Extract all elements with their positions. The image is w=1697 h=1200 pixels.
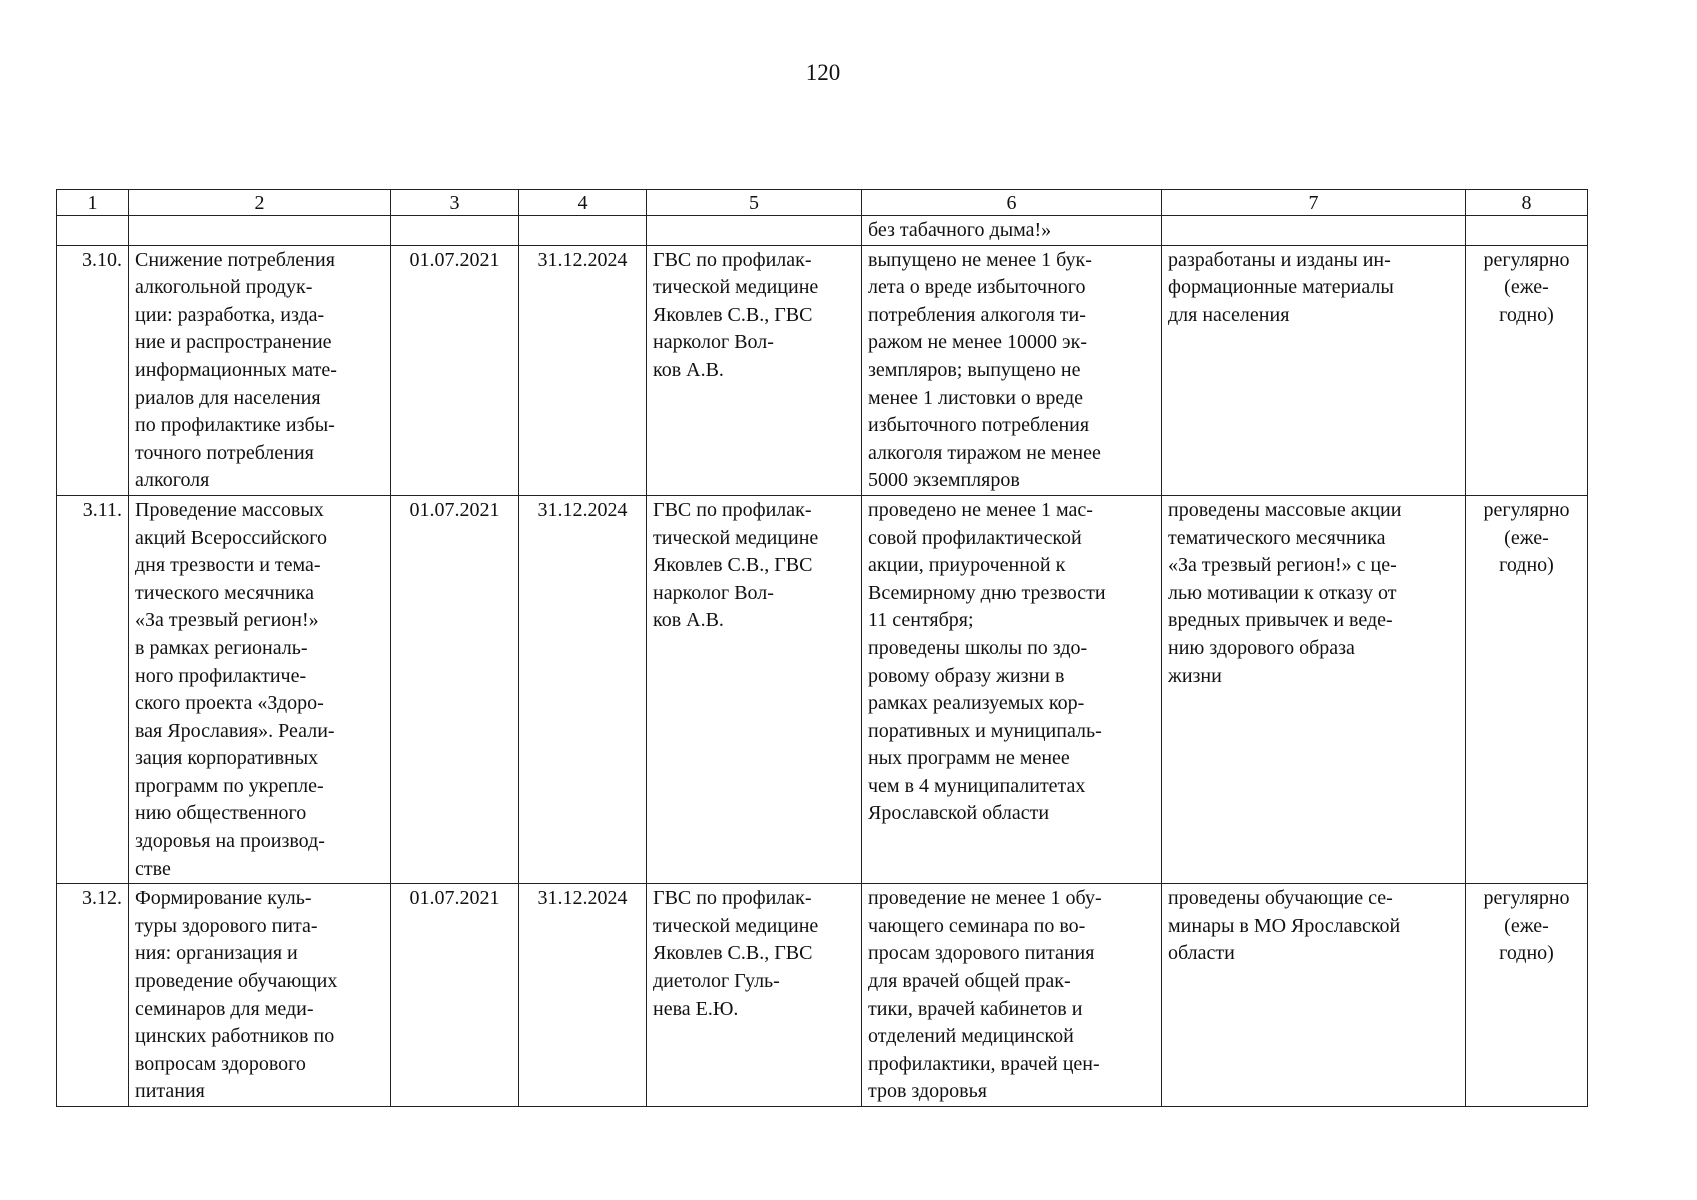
end-date: 31.12.2024: [519, 495, 647, 883]
periodicity: регулярно (еже- годно): [1466, 245, 1588, 495]
end-date: 31.12.2024: [519, 245, 647, 495]
table-row: [57, 245, 1588, 495]
responsible: ГВС по профилак- тической медицине Яковлев С.В., ГВС диетолог Гуль- нева Е.Ю.: [647, 884, 862, 1107]
measure-title: Проведение массовых акций Всероссийского дня трезвости и тема- тического месячника «За трезвый регион!» в рамках региональ- ного профилактиче- ского проекта «Здоро- вая Ярославия». Реали- зация корпоративных программ по укрепле- нию общественного здоровья на производ- стве: [129, 495, 391, 883]
header-col-3: 3: [391, 190, 519, 216]
continuation-row: [57, 216, 1588, 246]
row-number: 3.10.: [57, 245, 129, 495]
row-number: 3.11.: [57, 495, 129, 883]
header-col-7: 7: [1162, 190, 1466, 216]
start-date: 01.07.2021: [391, 884, 519, 1107]
periodicity: регулярно (еже- годно): [1466, 495, 1588, 883]
result: проведены массовые акции тематического месячника «За трезвый регион!» с це- лью мотивации к отказу от вредных привычек и веде- нию здорового образа жизни: [1162, 495, 1466, 883]
measures-table: [56, 189, 1588, 1107]
header-col-4: 4: [519, 190, 647, 216]
page-number: 120: [805, 60, 841, 85]
indicator: проведение не менее 1 обу- чающего семинара по во- просам здорового питания для врачей общей прак- тики, врачей кабинетов и отделений медицинской профилактики, врачей цен- тров здоровья: [862, 884, 1162, 1107]
table-row: [57, 495, 1588, 883]
end-date: 31.12.2024: [519, 884, 647, 1107]
indicator: проведено не менее 1 мас- совой профилактической акции, приуроченной к Всемирному дню трезвости 11 сентября; проведены школы по здо- ровому образу жизни в рамках реализуемых кор- поративных и муниципаль- ных программ не менее чем в 4 муниципалитетах Ярославской области: [862, 495, 1162, 883]
header-col-1: 1: [57, 190, 129, 216]
header-col-5: 5: [647, 190, 862, 216]
result: проведены обучающие се- минары в МО Ярославской области: [1162, 884, 1466, 1107]
row-number: 3.12.: [57, 884, 129, 1107]
result: разработаны и изданы ин- формационные материалы для населения: [1162, 245, 1466, 495]
continuation-indicator: без табачного дыма!»: [862, 216, 1162, 246]
start-date: 01.07.2021: [391, 495, 519, 883]
header-row: [57, 190, 1588, 216]
responsible: ГВС по профилак- тической медицине Яковлев С.В., ГВС нарколог Вол- ков А.В.: [647, 245, 862, 495]
periodicity: регулярно (еже- годно): [1466, 884, 1588, 1107]
measure-title: Формирование куль- туры здорового пита- ния: организация и проведение обучающих семинаров для меди- цинских работников по вопросам здорового питания: [129, 884, 391, 1107]
indicator: выпущено не менее 1 бук- лета о вреде избыточного потребления алкоголя ти- ражом не менее 10000 эк- земпляров; выпущено не менее 1 листовки о вреде избыточного потребления алкоголя тиражом не менее 5000 экземпляров: [862, 245, 1162, 495]
header-col-6: 6: [862, 190, 1162, 216]
header-col-8: 8: [1466, 190, 1588, 216]
responsible: ГВС по профилак- тической медицине Яковлев С.В., ГВС нарколог Вол- ков А.В.: [647, 495, 862, 883]
measure-title: Снижение потребления алкогольной продук- ции: разработка, изда- ние и распространение информационных мате- риалов для населения по профилактике избы- точного потребления алкоголя: [129, 245, 391, 495]
table-row: [57, 884, 1588, 1107]
start-date: 01.07.2021: [391, 245, 519, 495]
header-col-2: 2: [129, 190, 391, 216]
